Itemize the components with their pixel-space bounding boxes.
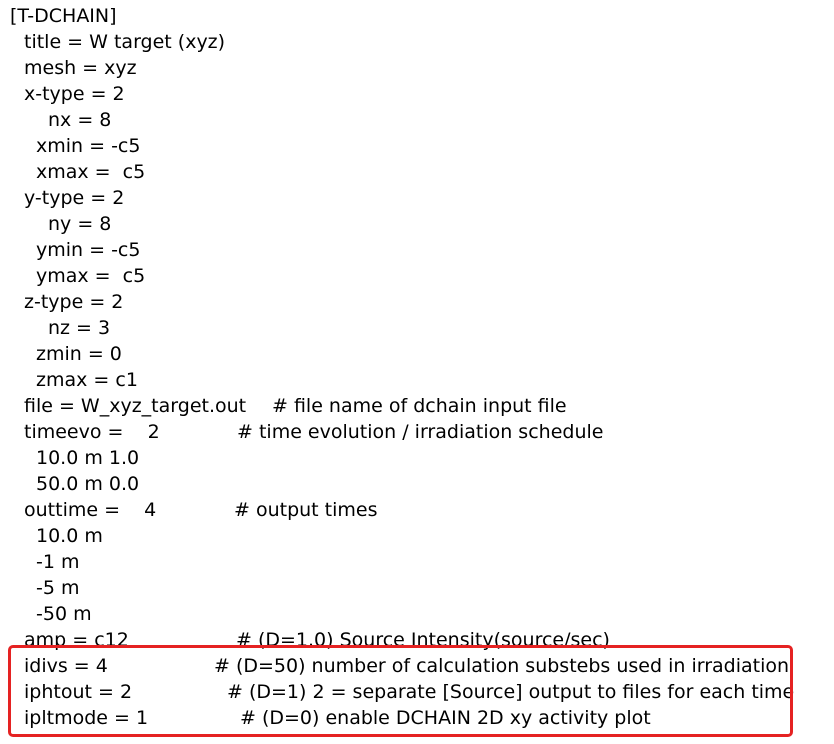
outtime-comment: # output times [234, 499, 378, 521]
timeevo-row: 50.0 m 0.0 [36, 473, 140, 495]
idivs-param: idivs = 4 [24, 655, 108, 677]
ymin-param: ymin = -c5 [36, 239, 141, 261]
title-param: title = W target (xyz) [24, 31, 226, 53]
section-header: [T-DCHAIN] [10, 5, 117, 27]
iphtout-comment: # (D=1) 2 = separate [Source] output to files for each time [227, 681, 795, 703]
file-param: file = W_xyz_target.out [24, 395, 247, 417]
zmin-param: zmin = 0 [36, 343, 122, 365]
ipltmode-comment: # (D=0) enable DCHAIN 2D xy activity plot [240, 707, 651, 729]
timeevo-comment: # time evolution / irradiation schedule [237, 421, 604, 443]
iphtout-param: iphtout = 2 [24, 681, 133, 703]
y-type-param: y-type = 2 [24, 187, 125, 209]
mesh-param: mesh = xyz [24, 57, 137, 79]
x-type-param: x-type = 2 [24, 83, 125, 105]
ymax-param: ymax = c5 [36, 265, 146, 287]
outtime-row: -1 m [36, 551, 80, 573]
timeevo-row: 10.0 m 1.0 [36, 447, 140, 469]
file-comment: # file name of dchain input file [272, 395, 567, 417]
amp-comment: # (D=1.0) Source Intensity(source/sec) [236, 629, 610, 651]
z-type-param: z-type = 2 [24, 291, 124, 313]
ny-param: ny = 8 [48, 213, 112, 235]
nx-param: nx = 8 [48, 109, 112, 131]
idivs-comment: # (D=50) number of calculation substebs used in irradiation [214, 655, 790, 677]
outtime-row: -5 m [36, 577, 80, 599]
nz-param: nz = 3 [48, 317, 111, 339]
ipltmode-param: ipltmode = 1 [24, 707, 149, 729]
xmax-param: xmax = c5 [36, 161, 146, 183]
zmax-param: zmax = c1 [36, 369, 138, 391]
timeevo-param: timeevo = 2 [24, 421, 160, 443]
outtime-param: outtime = 4 [24, 499, 157, 521]
outtime-row: -50 m [36, 603, 92, 625]
amp-param: amp = c12 [24, 629, 129, 651]
outtime-row: 10.0 m [36, 525, 103, 547]
xmin-param: xmin = -c5 [36, 135, 141, 157]
